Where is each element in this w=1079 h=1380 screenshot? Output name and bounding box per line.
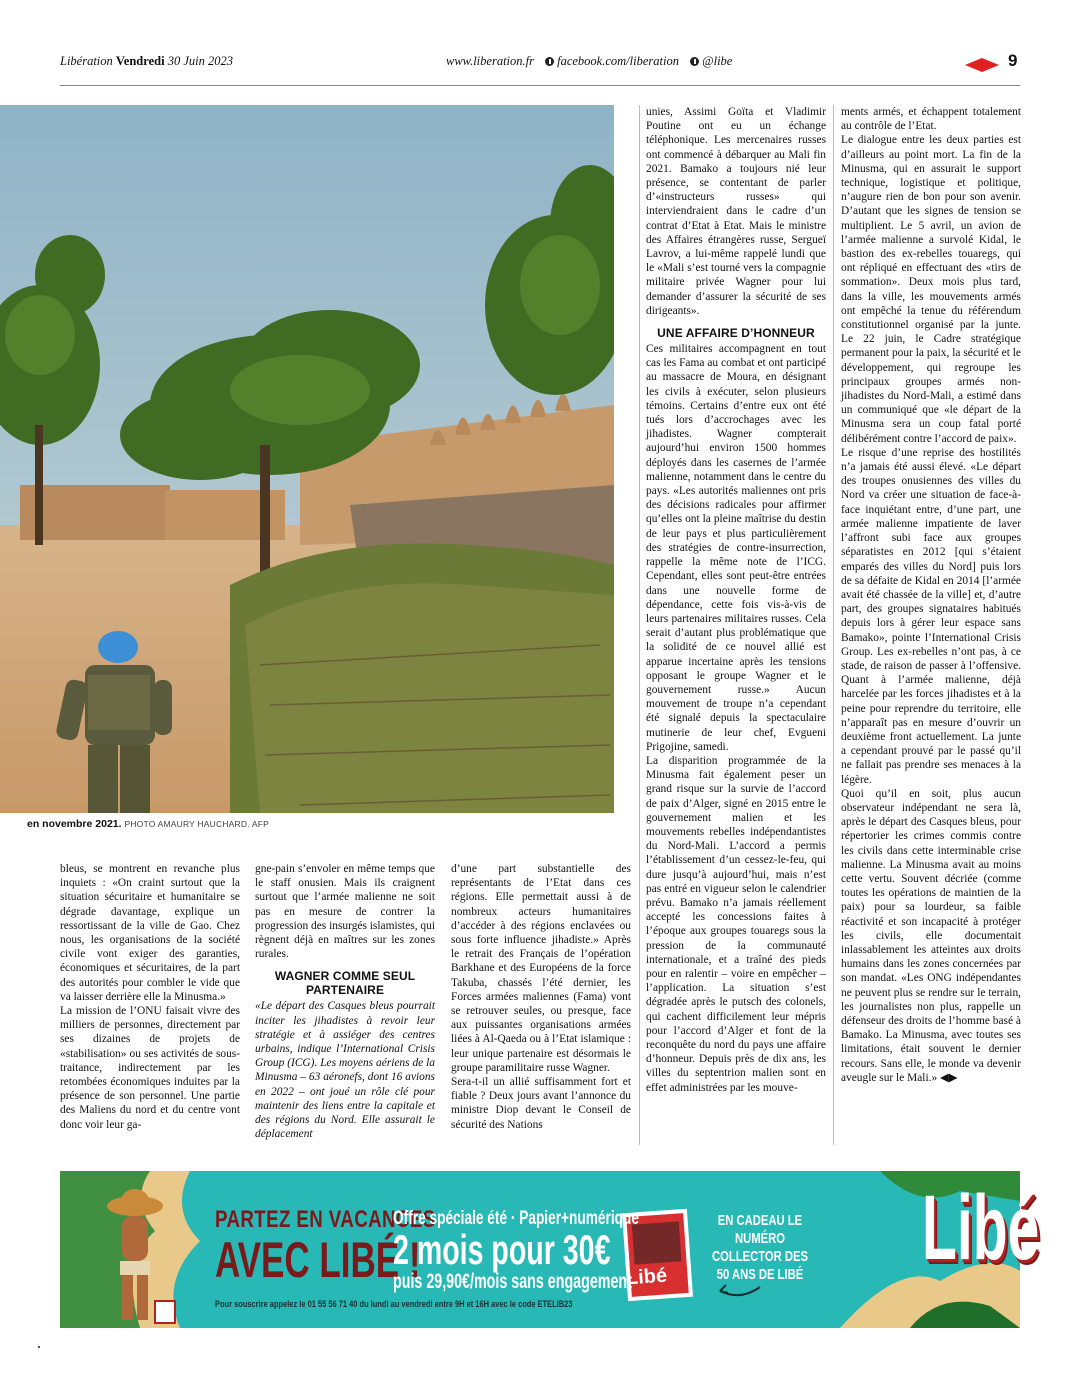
- ad-offer-price: 2 mois pour 30€: [393, 1226, 611, 1273]
- paragraph: d’une part substantielle des représentants de l’Etat dans ces régions. Elle permettait aussi à de nombreux acteurs humanitaires d’accéder à des régions enclavées ou sous forte influence jihadiste.» Après le retrait des Français de l’opération Barkhane et des Européens de la force Takuba, chassés l’été dernier, les Forces armées maliennes (Fama) vont se retrouver seules, ou presque, face aux puissantes organisations armées liées à Al-Qaeda ou à l’Etat islamique : leur unique partenaire est désormais le groupe paramilitaire russe Wagner.: [451, 863, 631, 1074]
- paragraph: bleus, se montrent en revanche plus inquiets : «On craint surtout que la situation sécuritaire et humanitaire se dégrade davantage, explique un ressortissant de la ville de Gao. Chez nous, les organisations de la société civile vont exiger des garanties, économiques et sécuritaires, de la part des autorités pour combler le vide que va laisser derrière elle la Minusma.»: [60, 863, 240, 1003]
- paragraph: La mission de l’ONU faisait vivre des milliers de personnes, directement par ses dizaines de projets de «stabilisation» ou ses activités de sous-traitance, indirectement par les retombées économiques induites par la présence de son personnel. Une partie des Maliens du nord et du centre vont donc voir leur ga-: [60, 1005, 240, 1131]
- paragraph: Le dialogue entre les deux parties est d’ailleurs au point mort. La fin de la Minusma, qui en assurait le support technique, logistique et politique, n’augure rien de bon pour son avenir. D’autant que les signes de tension se multiplient. Le 5 avril, un avion de l’armée malienne a survolé Kidal, le bastion des ex-rebelles touaregs, qui ont répliqué en effectuant des «tirs de sommation». Deux mois plus tard, dans la ville, les mouvements armés ont empêché la tenue du référendum constitutionnel organisé par la junte. Le 22 juin, le Cadre stratégique permanent pour la paix, la sécurité et le développement, qui regroupe les principaux groupes armés non-jihadistes du Nord-Mali, a estimé dans un communiqué que «le départ de la Minusma sera un coup fatal porté délibérément contre l’accord de paix».: [841, 134, 1021, 445]
- weekday: Vendredi: [115, 54, 165, 68]
- website-link[interactable]: www.liberation.fr: [446, 54, 534, 68]
- caption-text: en novembre 2021.: [27, 818, 122, 830]
- page-number: 9: [1008, 51, 1018, 70]
- photo-credit: PHOTO AMAURY HAUCHARD. AFP: [124, 819, 270, 829]
- article-column-5: [841, 105, 1021, 1085]
- paragraph: ments armés, et échappent totalement au contrôle de l’Etat.: [841, 106, 1021, 133]
- paragraph: La disparition programmée de la Minusma fait également peser un grand risque sur la survie de l’accord de paix d’Alger, signé en 2015 entre le gouvernement malien et les mouvements rebelles indépendantistes du Nord-Mali. L’accord a permis l’établissement d’un cessez-le-feu, qui dure jusqu’à aujourd’hui, mais n’est pas entré en vigueur selon le calendrier prévu. Bamako n’a jamais réellement accepté les concessions faites à l’époque aux groupes touaregs sous la pression de la communauté internationale, et a traîné des pieds pour en ralentir – voire en empêcher – l’application. La situation s’est dégradée après le putsch des colonels, qui cachent difficilement leur mépris pour l’accord d’Alger et font de la reconquête du nord du pays une affaire d’honneur. Depuis près de dix ans, les villes du septentrion malien sont en effet administrées par les mouve-: [646, 754, 826, 1094]
- article-photo: [0, 105, 614, 813]
- section-heading: UNE AFFAIRE D’HONNEUR: [657, 326, 815, 341]
- article-column-3: [451, 862, 631, 1132]
- ad-fine-print: Pour souscrire appelez le 01 55 56 71 40 du lundi au vendredi entre 9H et 16H avec le code ETELIB23: [215, 1299, 573, 1309]
- paragraph: gne-pain s’envoler en même temps que le staff onusien. Mais ils craignent surtout que l’armée malienne ne soit pas en mesure de contrer la progression des insurgés islamistes, qui règnent déjà en maîtres sur les zones rurales.: [255, 863, 435, 961]
- issue-date: 30 Juin 2023: [167, 54, 233, 68]
- article-column-1: [60, 862, 240, 1132]
- facebook-icon: [545, 57, 554, 66]
- photo-caption: [27, 818, 269, 830]
- ad-headline: PARTEZ EN VACANCES: [215, 1206, 436, 1233]
- column-divider: [833, 105, 834, 1145]
- ad-gift-text: EN CADEAU LE NUMÉRO COLLECTOR DES 50 ANS DE LIBÉ: [711, 1212, 809, 1283]
- paper-name: Libération: [60, 54, 113, 68]
- ad-cover-brand: Libé: [625, 1264, 668, 1290]
- paragraph: Ces militaires accompagnent en tout cas les Fama au combat et ont participé au massacre de Moura, en désignant les civils à exécuter, selon plusieurs témoins. Certains d’entre eux ont été tués lors d’accrochages avec les jihadistes. Wagner compterait aujourd’hui environ 1500 hommes déployés dans les casernes de l’armée malienne, notamment dans le centre du pays. «Les autorités maliennes ont pris des décisions radicales pour affirmer qu’elles ont la pleine maîtrise du destin de leur pays et plus particulièrement des stratégies de contre-insurrection, rappelle la même note de l’ICG. Cependant, elles sont peut-être entrées dans une nouvelle forme de dépendance, cette fois vis-à-vis de leurs partenaires militaires russes. Cela serait d’autant plus problématique que la solidité de ce nouvel allié est apparue incertaine après les tensions opposant le groupe Wagner et le gouvernement russe.» Aucun mouvement de troupe n’a cependant été signalé depuis la spectaculaire mutinerie de leur chef, Evgueni Prigojine, samedi.: [646, 343, 826, 753]
- paragraph: «Le départ des Casques bleus pourrait inciter les jihadistes à revoir leur stratégie et à assiéger des centres urbains, indique l’International Crisis Group (ICG). Les moyens aériens de la Minusma – 63 aéronefs, dont 16 avions en 2022 – ont joué un rôle clé pour maintenir des liens entre la capitale et des régions du Nord. Elle assurait le déplacement: [255, 1000, 435, 1141]
- liberation-logo-icon: [965, 58, 999, 72]
- ad-headline-large: AVEC LIBÉ !: [215, 1232, 421, 1288]
- section-heading: WAGNER COMME SEUL PARTENAIRE: [274, 969, 416, 998]
- dateline: [60, 54, 233, 69]
- paragraph: Sera-t-il un allié suffisamment fort et fiable ? Deux jours avant l’annonce du ministre Diop devant le Conseil de sécurité des Nations: [451, 1076, 631, 1131]
- page-header: [0, 0, 1079, 88]
- twitter-link[interactable]: @libe: [702, 54, 733, 68]
- article-column-2: [255, 862, 435, 1141]
- ad-offer-label: Offre spéciale été · Papier+numérique: [393, 1208, 639, 1229]
- contact-links: [446, 54, 732, 69]
- article-column-4: [646, 105, 826, 1095]
- paragraph: unies, Assimi Goïta et Vladimir Poutine ont eu un échange téléphonique. Les mercenaires russes ont commencé à débarquer au Mali fin 2021. Bamako a toujours nié leur présence, se contentant de parler d’«instructeurs russes» qui interviendraient dans le cadre d’un contrat d’Etat à Etat. Mais le ministre des Affaires étrangères russe, Sergueï Lavrov, a lui-même rappelé lundi que le «Mali s’est tourné vers la compagnie militaire privée Wagner pour lui demander d’assurer la sécurité de ses dirigeants».: [646, 106, 826, 317]
- libe-logo: Libé: [922, 1177, 1040, 1279]
- twitter-icon: [690, 57, 699, 66]
- header-rule: [60, 85, 1020, 86]
- page-mark: [38, 1346, 40, 1348]
- paragraph: Quoi qu’il en soit, plus aucun observateur indépendant ne sera là, après le départ des Casques bleus, pour répertorier les crimes commis contre les civils dans cette interminable crise malienne. La Minusma avait au moins cette vertu. Souvent décriée (comme toutes les opérations de maintien de la paix) pour sa lourdeur, sa faible réactivité et son incapacité à protéger les civils, elle documentait inlassablement les atteintes aux droits humains dans les zones concernées par son mandat. «Les ONG indépendantes ne peuvent plus se rendre sur le terrain, les journalistes non plus, rappelle un défenseur des droits de l’homme basé à Bamako. La Minusma, avec toutes ses limitations, était souvent le dernier recours. Sans elle, le monde va devenir aveugle sur le Mali.» ◀▶: [841, 787, 1021, 1084]
- paragraph: Le risque d’une reprise des hostilités n’a jamais été aussi élevé. «Le départ des troupes onusiennes des villes du Nord va créer une situation de face-à-face inquiétant entre, d’une part, une armée malienne impatiente de laver l’affront subi face aux groupes séparatistes en 2012 [qui s’étaient emparés des villes du Nord] puis lors de sa défaite de Kidal en 2014 [l’armée avait été chassée de la ville] et, d’autre part, des groupes signataires habitués depuis lors à gérer leur espace sans Bamako», pointe l’International Crisis Group. Les ex-rebelles n’ont pas, à ce stade, de raison de passer à l’offensive. Quant à l’armée malienne, déjà harcelée par les forces jihadistes et à la peine pour reprendre du territoire, elle n’apparaît pas en mesure d’ouvrir un deuxième front actuellement. La junte a cependant prouvé par le passé qu’il ne fallait pas prendre ses menaces à la légère.: [841, 446, 1021, 786]
- column-divider: [639, 105, 640, 1145]
- ad-offer-terms: puis 29,90€/mois sans engagement: [393, 1270, 632, 1293]
- facebook-link[interactable]: facebook.com/liberation: [557, 54, 679, 68]
